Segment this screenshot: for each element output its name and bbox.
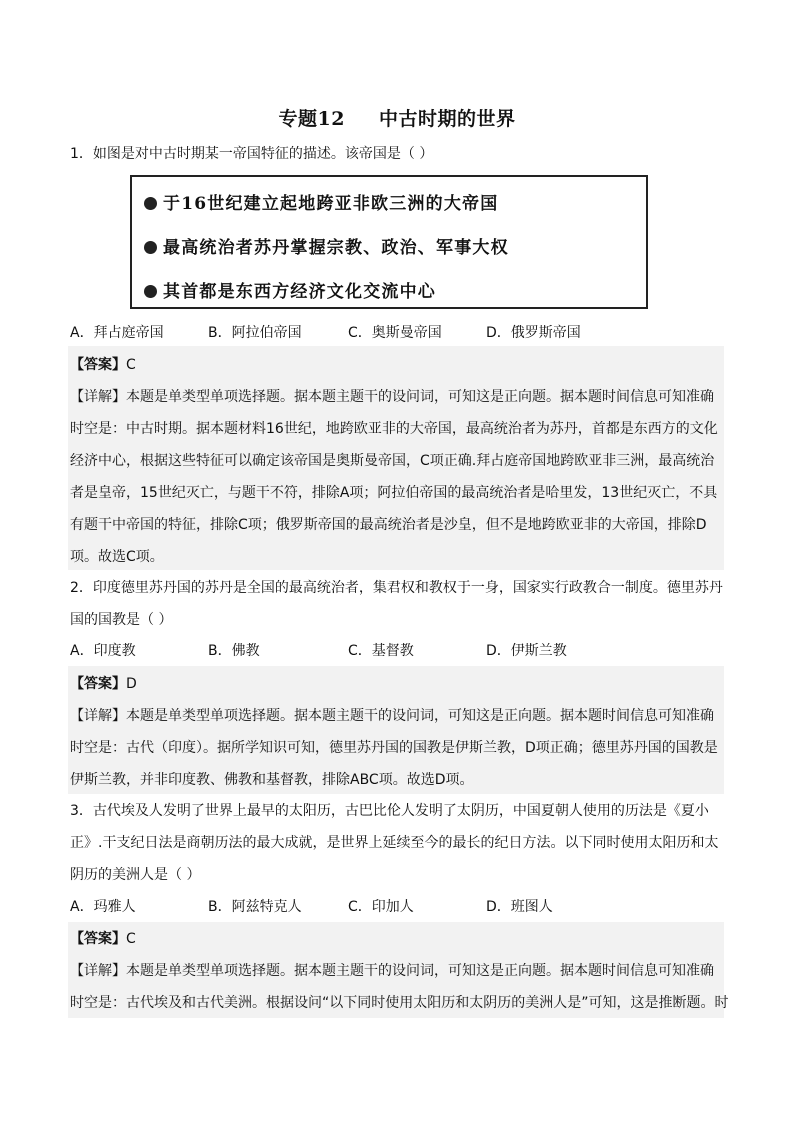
q1-detail-line: 有题干中帝国的特征，排除C项；俄罗斯帝国的最高统治者是沙皇，但不是地跨欧亚非的大帝国，排除D — [70, 517, 707, 533]
bullet-icon — [144, 197, 157, 210]
q3-detail-line: 时空是：古代埃及和古代美洲。根据设问“以下同时使用太阳历和太阴历的美洲人是”可知，这是推断题。时 — [70, 995, 729, 1011]
q1-figure-item: 于16世纪建立起地跨亚非欧三洲的大帝国 — [144, 189, 498, 214]
q2-option-b: B．佛教 — [208, 643, 260, 659]
q2-answer: 【答案】D — [70, 676, 137, 692]
q1-detail-line: 时空是：中古时期。据本题材料16世纪，地跨欧亚非的大帝国，最高统治者为苏丹，首都是东西方的文化 — [70, 421, 718, 437]
q2-option-d: D．伊斯兰教 — [486, 643, 567, 659]
q3-option-a: A．玛雅人 — [70, 899, 136, 915]
q1-detail-line: 经济中心，根据这些特征可以确定该帝国是奥斯曼帝国，C项正确.拜占庭帝国地跨欧亚非三洲，最高统治 — [70, 453, 715, 469]
q2-detail-line: 伊斯兰教，并非印度教、佛教和基督教，排除ABC项。故选D项。 — [70, 772, 474, 788]
q2-stem-line: 国的国教是（ ） — [70, 612, 173, 628]
q2-stem-line: 2．印度德里苏丹国的苏丹是全国的最高统治者，集君权和教权于一身，国家实行政教合一制度。德里苏丹 — [70, 580, 723, 596]
q1-option-d: D．俄罗斯帝国 — [486, 325, 581, 341]
q2-detail-line: 时空是：古代（印度）。据所学知识可知，德里苏丹国的国教是伊斯兰教，D项正确；德里苏丹国的国教是 — [70, 740, 718, 756]
q1-figure-item: 最高统治者苏丹掌握宗教、政治、军事大权 — [144, 233, 509, 258]
q3-option-b: B．阿兹特克人 — [208, 899, 302, 915]
q3-answer: 【答案】C — [70, 931, 136, 947]
q2-detail-line: 【详解】本题是单类型单项选择题。据本题主题干的设问词，可知这是正向题。据本题时间信息可知准确 — [70, 708, 714, 724]
q1-detail-line: 者是皇帝，15世纪灭亡，与题干不符，排除A项；阿拉伯帝国的最高统治者是哈里发，13世纪灭亡，不具 — [70, 485, 718, 501]
bullet-icon — [144, 241, 157, 254]
q1-figure-item: 其首都是东西方经济文化交流中心 — [144, 277, 436, 302]
topic-name: 中古时期的世界 — [378, 108, 516, 130]
q2-option-c: C．基督教 — [348, 643, 414, 659]
q3-stem-line: 阴历的美洲人是（ ） — [70, 867, 201, 883]
bullet-icon — [144, 285, 157, 298]
q1-detail-line: 项。故选C项。 — [70, 549, 164, 565]
q1-detail-line: 【详解】本题是单类型单项选择题。据本题主题干的设问词，可知这是正向题。据本题时间信息可知准确 — [70, 389, 714, 405]
q1-option-c: C．奥斯曼帝国 — [348, 325, 442, 341]
q1-option-b: B．阿拉伯帝国 — [208, 325, 302, 341]
q3-detail-line: 【详解】本题是单类型单项选择题。据本题主题干的设问词，可知这是正向题。据本题时间信息可知准确 — [70, 963, 714, 979]
q1-answer: 【答案】C — [70, 357, 136, 373]
q1-figure-box — [130, 175, 648, 309]
q3-option-c: C．印加人 — [348, 899, 414, 915]
q2-option-a: A．印度教 — [70, 643, 136, 659]
q3-option-d: D．班图人 — [486, 899, 553, 915]
q3-stem-line: 3．古代埃及人发明了世界上最早的太阳历，古巴比伦人发明了太阴历，中国夏朝人使用的历法是《夏小 — [70, 803, 709, 819]
page-title — [0, 104, 794, 131]
q3-stem-line: 正》.干支纪日法是商朝历法的最大成就，是世界上延续至今的最长的纪日方法。以下同时使用太阳历和太 — [70, 835, 719, 851]
q1-option-a: A．拜占庭帝国 — [70, 325, 164, 341]
topic-number: 专题12 — [278, 108, 345, 130]
q1-stem: 1．如图是对中古时期某一帝国特征的描述。该帝国是（ ） — [70, 146, 434, 162]
